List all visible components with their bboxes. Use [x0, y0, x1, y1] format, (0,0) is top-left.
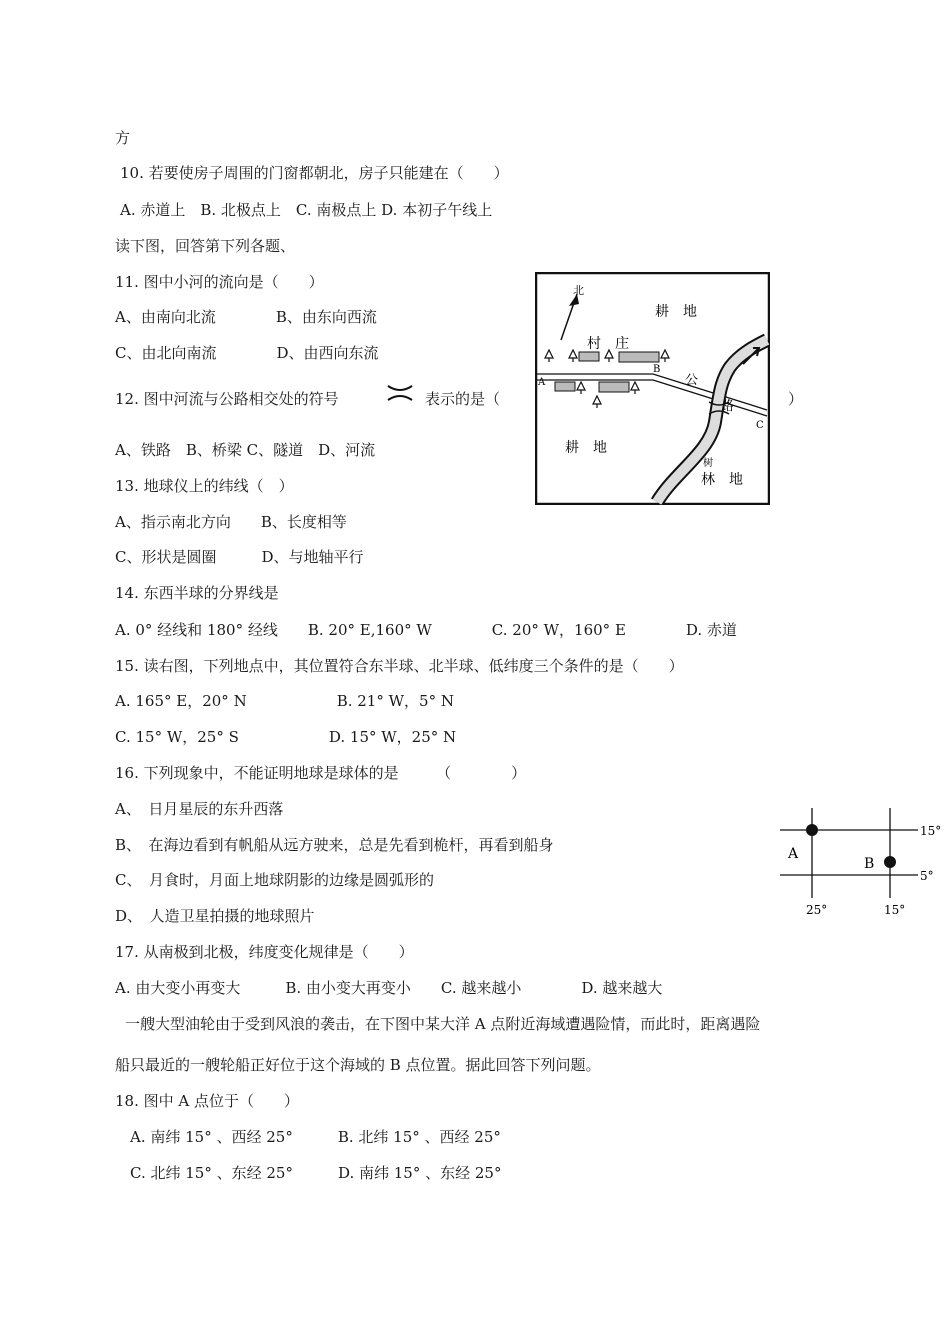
question-13-options-cd: C、形状是圆圈 D、与地轴平行	[115, 548, 364, 566]
question-13-options-ab: A、指示南北方向 B、长度相等	[115, 513, 347, 531]
passage-line-2: 船只最近的一艘轮船正好位于这个海域的 B 点位置。据此回答下列问题。	[115, 1056, 601, 1074]
question-16-option-d: D、 人造卫星拍摄的地球照片	[115, 907, 315, 925]
grid-lon-left-label: 25°	[806, 903, 828, 917]
question-18-options-ab: A. 南纬 15° 、西经 25° B. 北纬 15° 、西经 25°	[130, 1128, 501, 1146]
question-16-option-c: C、 月食时，月面上地球阴影的边缘是圆弧形的	[115, 871, 434, 889]
question-13: 13. 地球仪上的纬线（ ）	[115, 477, 294, 495]
question-17: 17. 从南极到北极，纬度变化规律是（ ）	[115, 943, 414, 961]
grid-lat-bottom-label: 5°	[920, 869, 934, 883]
question-18: 18. 图中 A 点位于（ ）	[115, 1092, 299, 1110]
map-road-label-2: 路	[721, 399, 735, 414]
passage-line-1: 一艘大型油轮由于受到风浪的袭击，在下图中某大洋 A 点附近海域遭遇险情，而此时，距离遇险	[125, 1015, 761, 1033]
question-14-options: A. 0° 经线和 180° 经线 B. 20° E,160° W C. 20° W，160° E D. 赤道	[115, 621, 737, 639]
grid-point-b-label: B	[864, 856, 875, 872]
question-15-options-cd: C. 15° W，25° S D. 15° W，25° N	[115, 728, 457, 746]
grid-lon-right-label: 15°	[884, 903, 906, 917]
building-icon	[619, 352, 659, 362]
question-10-options: A. 赤道上 B. 北极点上 C. 南极点上 D. 本初子午线上	[120, 201, 493, 219]
reading-instruction: 读下图，回答第下列各题、	[115, 237, 296, 255]
map-north-label: 北	[573, 284, 584, 297]
grid-lat-top-label: 15°	[920, 824, 942, 838]
map-point-b: B	[653, 364, 661, 375]
question-16: 16. 下列现象中，不能证明地球是球体的是 （ ）	[115, 764, 527, 782]
map-forest-label-2: 林 地	[701, 472, 743, 488]
question-12-options: A、铁路 B、桥梁 C、隧道 D、河流	[115, 441, 376, 459]
map-point-c: C	[756, 420, 764, 431]
point-b-dot	[884, 856, 896, 868]
grid-point-a-label: A	[788, 846, 799, 862]
question-16-option-b: B、 在海边看到有帆船从远方驶来，总是先看到桅杆，再看到船身	[115, 836, 554, 854]
village-river-map	[535, 272, 770, 505]
map-farmland-top-label: 耕 地	[655, 304, 697, 320]
building-icon	[555, 382, 575, 391]
lat-long-grid	[780, 800, 945, 930]
question-12-part2: 表示的是（	[425, 390, 501, 408]
question-12-part1: 12. 图中河流与公路相交处的符号	[115, 390, 339, 408]
question-11-options-cd: C、由北向南流 D、由西向东流	[115, 344, 379, 362]
building-icon	[599, 382, 629, 392]
question-18-options-cd: C. 北纬 15° 、东经 25° D. 南纬 15° 、东经 25°	[130, 1164, 502, 1182]
question-17-options: A. 由大变小再变大 B. 由小变大再变小 C. 越来越小 D. 越来越大	[115, 979, 663, 997]
map-forest-label-1: 树	[703, 458, 713, 469]
map-farmland-bottom-label: 耕 地	[565, 440, 607, 456]
bridge-symbol-icon	[385, 378, 415, 408]
building-icon	[579, 352, 599, 361]
question-11: 11. 图中小河的流向是（ ）	[115, 273, 324, 291]
map-road-label-1: 公	[685, 373, 699, 388]
question-15-options-ab: A. 165° E，20° N B. 21° W，5° N	[115, 692, 454, 710]
question-16-option-a: A、 日月星辰的东升西落	[115, 800, 284, 818]
question-14: 14. 东西半球的分界线是	[115, 584, 279, 602]
question-10: 10. 若要使房子周围的门窗都朝北，房子只能建在（ ）	[120, 164, 509, 182]
question-12-close-paren: ）	[788, 390, 804, 408]
question-11-options-ab: A、由南向北流 B、由东向西流	[115, 308, 377, 326]
map-village-label: 村 庄	[587, 336, 629, 352]
line-fang: 方	[115, 129, 131, 147]
point-a-dot	[806, 824, 818, 836]
question-15: 15. 读右图，下列地点中，其位置符合东半球、北半球、低纬度三个条件的是（ ）	[115, 657, 684, 675]
map-point-a: A	[538, 377, 546, 388]
